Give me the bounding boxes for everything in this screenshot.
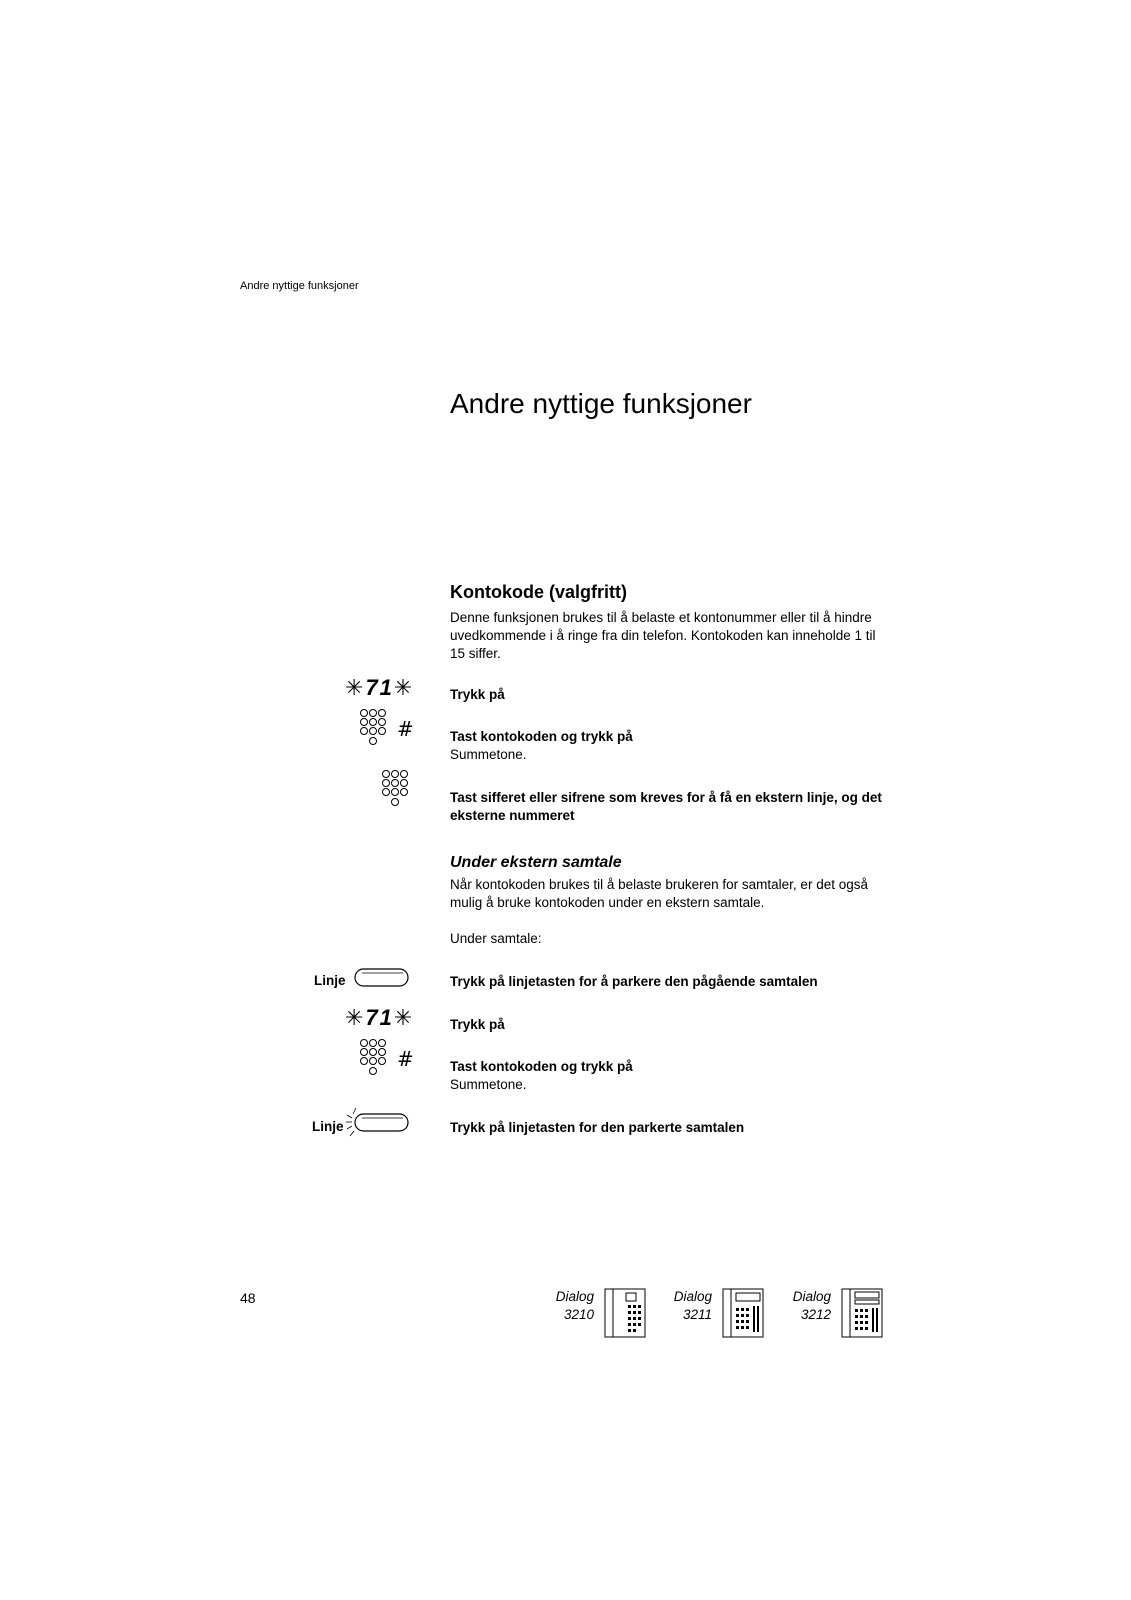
step-note: Summetone.	[450, 747, 527, 762]
star-code	[345, 675, 414, 701]
section-title: Kontokode (valgfritt)	[450, 582, 627, 602]
line-key-icon	[353, 966, 411, 990]
star-icon: ✳	[345, 675, 366, 700]
star-code-digits: 71	[365, 1005, 394, 1030]
phone-3211-icon	[722, 1288, 766, 1340]
svg-text:#: #	[397, 1047, 414, 1071]
line-key-label: Linje	[312, 1119, 344, 1134]
keypad-icon	[382, 770, 412, 812]
star-icon: ✳	[393, 675, 415, 700]
step-note: Summetone.	[450, 1077, 527, 1092]
subsection-lead: Under samtale:	[450, 931, 542, 946]
subsection-intro: Når kontokoden brukes til å belaste brukeren for samtaler, er det også mulig å bruke kontokoden under en ekstern samtale.	[450, 877, 868, 910]
footer-model-3212: Dialog 3212	[792, 1289, 831, 1322]
running-header: Andre nyttige funksjoner	[240, 280, 359, 292]
phone-3210-icon	[604, 1288, 648, 1340]
star-icon: ✳	[345, 1005, 366, 1030]
subsection-title: Under ekstern samtale	[450, 854, 622, 871]
star-icon: ✳	[393, 1005, 415, 1030]
footer-model-3210: Dialog 3210	[555, 1289, 594, 1322]
step-instruction: Tast kontokoden og trykk på Summetone.	[450, 728, 890, 764]
step-instruction: Tast sifferet eller sifrene som kreves for å få en ekstern linje, og det eksterne nummeret	[450, 790, 882, 823]
step-instruction: Trykk på linjetasten for den parkerte samtalen	[450, 1120, 745, 1135]
section-intro: Denne funksjonen brukes til å belaste et kontonummer eller til å hindre uvedkommende i å ringe fra din telefon. Kontokoden kan inneholde 1 til 15 siffer.	[450, 610, 876, 661]
page-title: Andre nyttige funksjoner	[450, 388, 752, 419]
star-code-digits: 71	[365, 675, 394, 700]
line-key-flashing-icon	[344, 1106, 412, 1138]
keypad-hash-icon	[360, 1039, 414, 1081]
footer-model-3211: Dialog 3211	[673, 1289, 712, 1322]
step-instruction: Trykk på	[450, 687, 505, 702]
star-code	[345, 1005, 414, 1031]
step-instruction: Trykk på linjetasten for å parkere den pågående samtalen	[450, 974, 818, 989]
step-instruction: Tast kontokoden og trykk på Summetone.	[450, 1058, 890, 1094]
svg-text:#: #	[397, 717, 414, 741]
phone-3212-icon	[841, 1288, 885, 1340]
page-number: 48	[240, 1290, 256, 1306]
line-key-label: Linje	[314, 973, 346, 988]
keypad-hash-icon	[360, 709, 414, 751]
step-instruction: Trykk på	[450, 1017, 505, 1032]
